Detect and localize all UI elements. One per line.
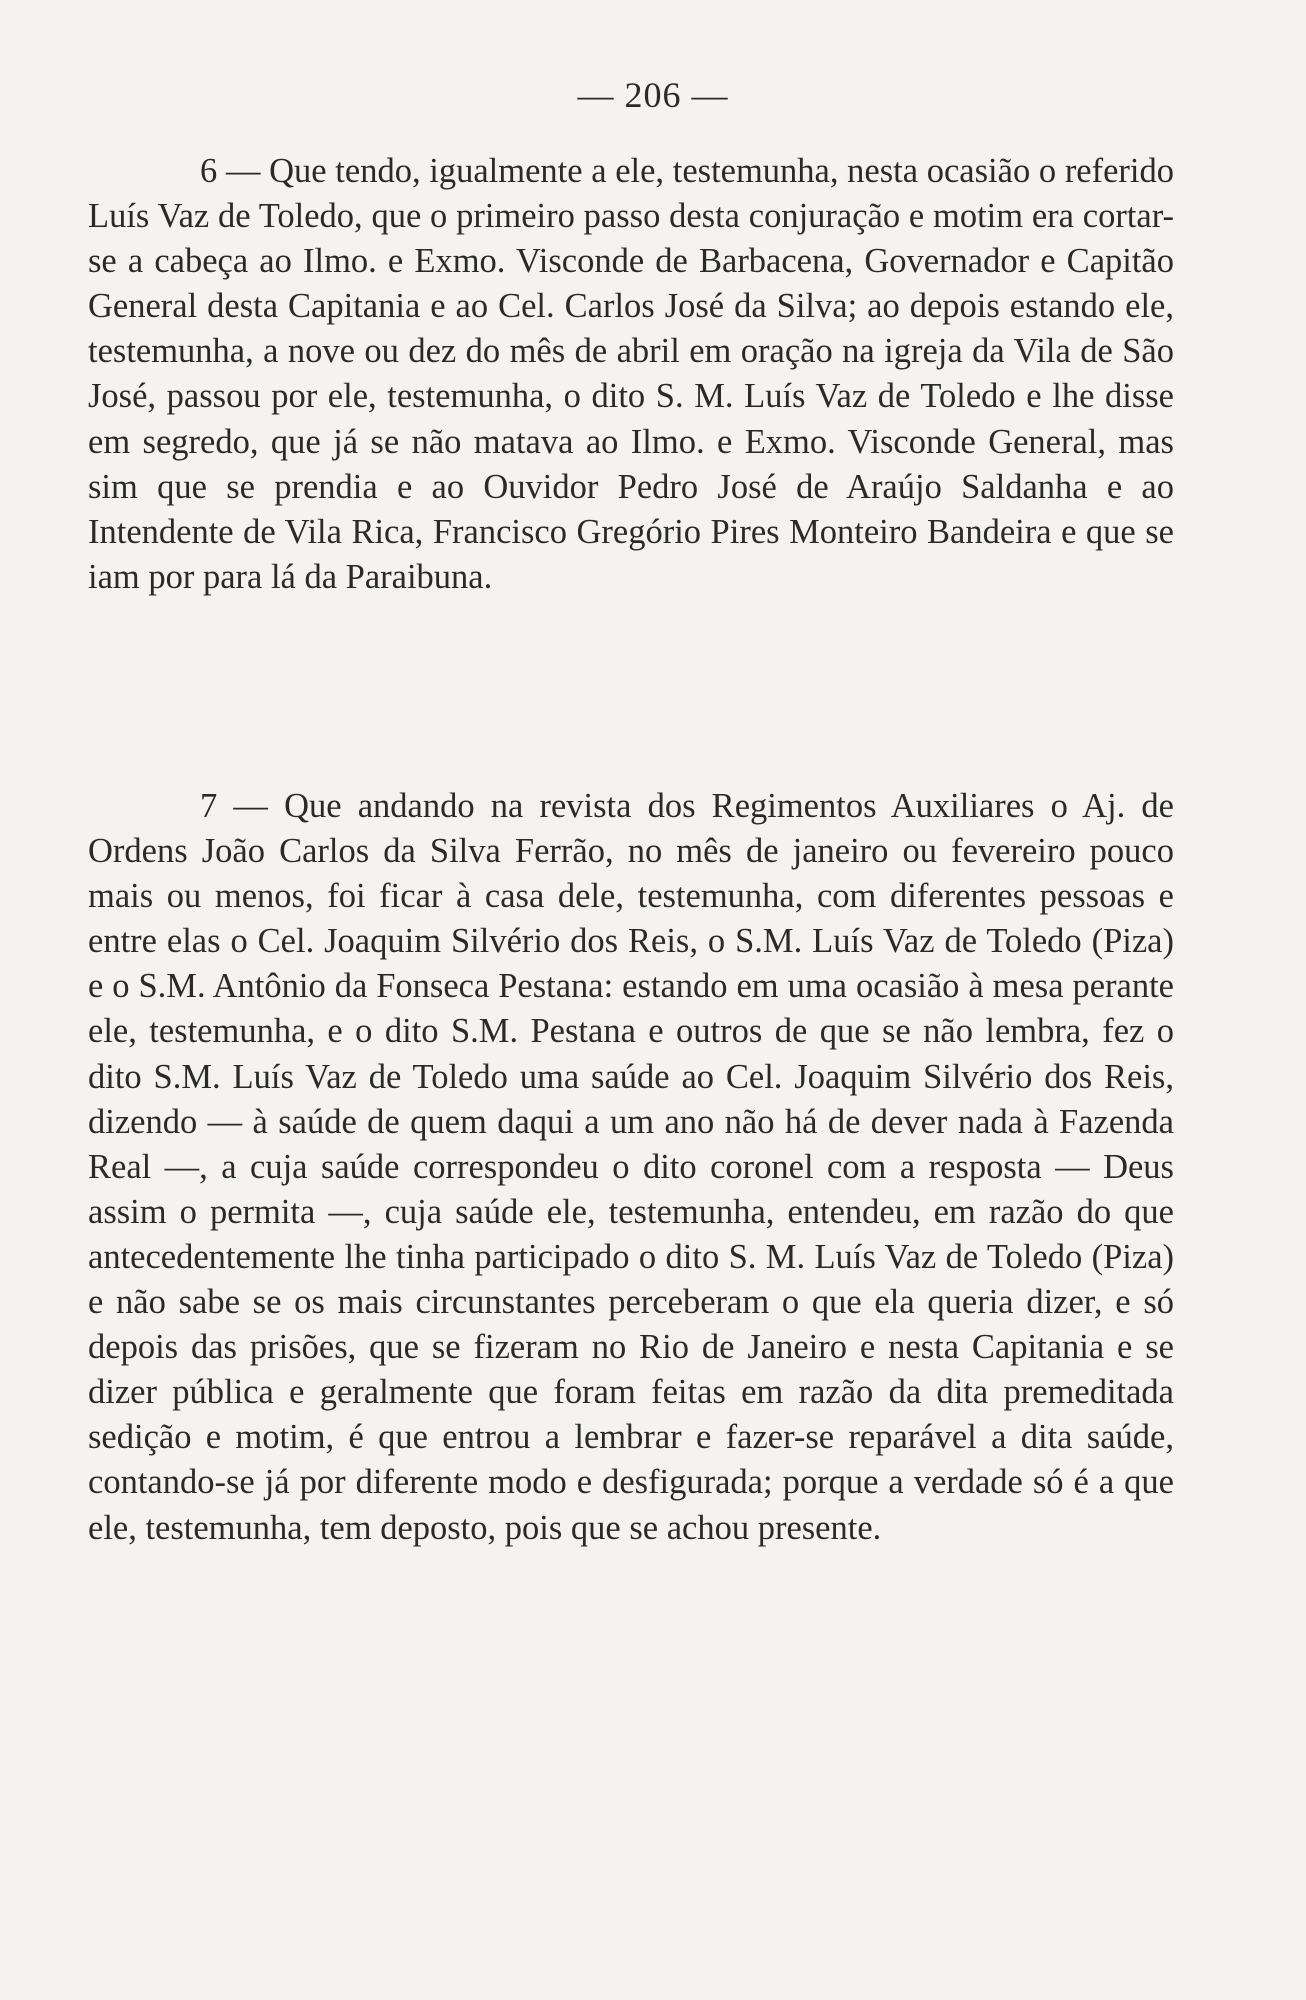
paragraph-6: 6 — Que tendo, igualmente a ele, testemunha, nesta ocasião o referido Luís Vaz de Toledo, que o primeiro passo desta conjuração e motim era cortar-se a cabeça ao Ilmo. e Exmo. Visconde de Barbacena, Governador e Capitão General desta Capitania e ao Cel. Carlos José da Silva; ao depois estando ele, testemunha, a nove ou dez do mês de abril em oração na igreja da Vila de São José, passou por ele, testemunha, o dito S. M. Luís Vaz de Toledo e lhe disse em segredo, que já se não matava ao Ilmo. e Exmo. Visconde General, mas sim que se prendia e ao Ouvidor Pedro José de Araújo Saldanha e ao Intendente de Vila Rica, Francisco Gregório Pires Monteiro Bandeira e que se iam por para lá da Paraibuna. <box>88 152 1174 596</box>
paragraph-7: 7 — Que andando na revista dos Regimentos Auxiliares o Aj. de Ordens João Carlos da Silva Ferrão, no mês de janeiro ou fevereiro pouco mais ou menos, foi ficar à casa dele, testemunha, com diferentes pessoas e entre elas o Cel. Joaquim Silvério dos Reis, o S.M. Luís Vaz de Toledo (Piza) e o S.M. Antônio da Fonseca Pestana: estando em uma ocasião à mesa perante ele, testemunha, e o dito S.M. Pestana e outros de que se não lembra, fez o dito S.M. Luís Vaz de Toledo uma saúde ao Cel. Joaquim Silvério dos Reis, dizendo — à saúde de quem daqui a um ano não há de dever nada à Fazenda Real —, a cuja saúde correspondeu o dito coronel com a resposta — Deus assim o permita —, cuja saúde ele, testemunha, entendeu, em razão do que antecedentemente lhe tinha participado o dito S. M. Luís Vaz de Toledo (Piza) e não sabe se os mais circunstantes perceberam o que ela queria dizer, e só depois das prisões, que se fizeram no Rio de Janeiro e nesta Capitania e se dizer pública e geralmente que foram feitas em razão da dita premeditada sedição e motim, é que entrou a lembrar e fazer-se reparável a dita saúde, contando-se já por diferente modo e desfigurada; porque a verdade só é a que ele, testemunha, tem deposto, pois que se achou presente. <box>88 787 1174 1547</box>
page-number: — 206 — <box>577 75 729 115</box>
